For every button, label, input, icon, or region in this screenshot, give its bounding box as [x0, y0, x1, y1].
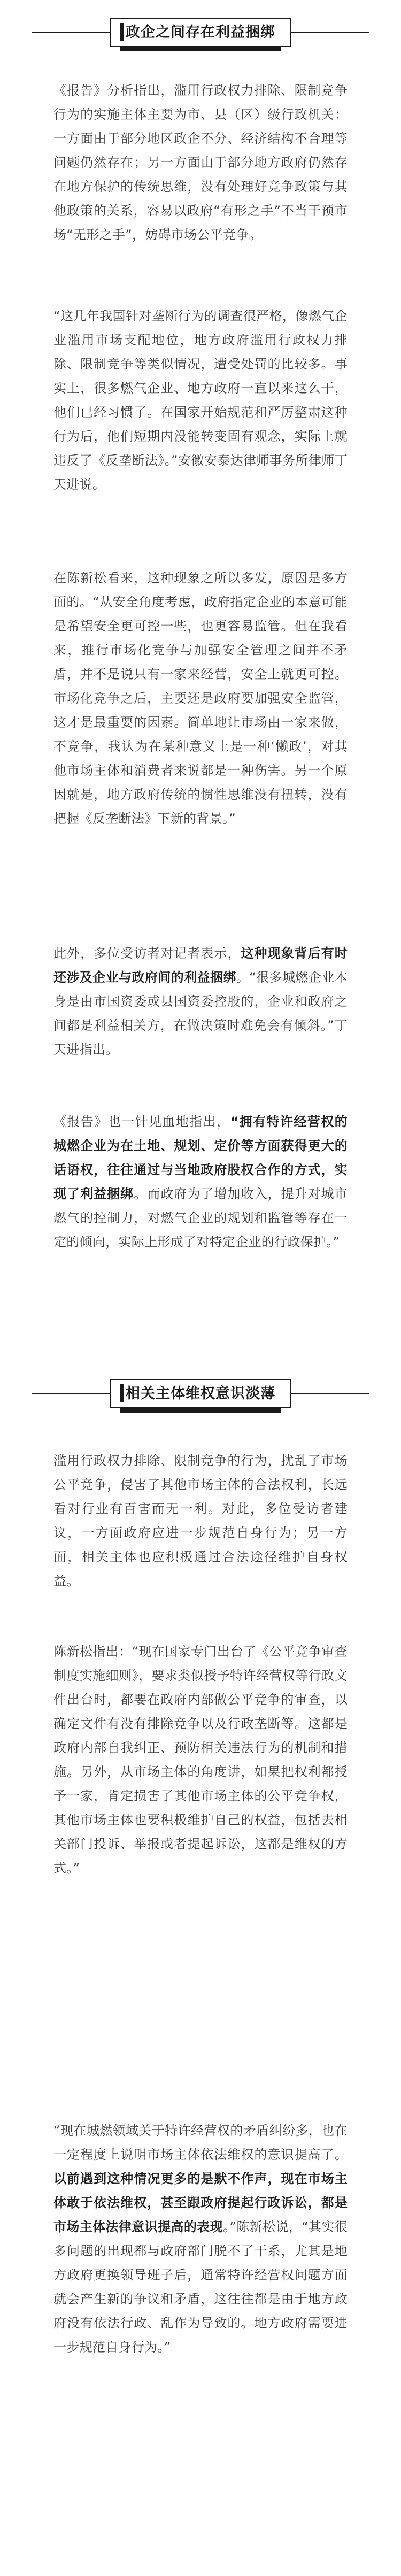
heading-title: 政企之间存在利益捆绑: [110, 18, 291, 47]
paragraph: 在陈新松看来，这种现象之所以多发，原因是多方面的。“从安全角度考虑，政府指定企业的本意可能是希望安全更可控一些，也更容易监管。但在我看来，推行市场化竞争与加强安全管理之间并不矛盾，并不是说只有一家来经营，安全上就更可控。市场化竞争之后，主要还是政府要加强安全监管，这才是最重要的因素。简单地让市场由一家来做，不竞争，我认为在某种意义上是一种‘懒政’，对其他市场主体和消费者来说都是一种伤害。另一个原因就是，地方政府传统的惯性思维没有扭转，没有把握《反垄断法》下新的背景。”: [53, 570, 348, 826]
heading-accent-bar: [120, 1384, 124, 1402]
heading-rule-right: [291, 32, 369, 33]
heading-shadow-bar: [120, 1408, 281, 1413]
paragraph: “现在城燃领域关于特许经营权的矛盾纠纷多，也在一定程度上说明市场主体依法维权的意识提高了。以前遇到这种情况更多的是默不作声，现在市场主体敢于依法维权，甚至跟政府提起行政诉讼，都是市场主体法律意识提高的表现。”陈新松说，“其实很多问题的出现都与政府部门脱不了干系，尤其是地方政府更换领导班子后，通常特许经营权问题方面就会产生新的争议和矛盾，这往往都是由于地方政府没有依法行政、乱作为导致的。地方政府需要进一步规范自身行为。”: [53, 2123, 348, 2355]
paragraph: 陈新松指出：“现在国家专门出台了《公平竞争审查制度实施细则》，要求类似授予特许经营权等行政文件出台时，都要在政府内部做公平竞争的审查，以确定文件有没有排除竞争以及行政垄断等。这都是政府内部自我纠正、预防相关违法行为的机制和措施。另外，从市场主体的角度讲，如果把权利都授予一家，肯定损害了其他市场主体的公平竞争权，其他市场主体也要积极维护自己的权益，包括去相关部门投诉、举报或者提起诉讼，这都是维权的方式。”: [53, 1644, 348, 1876]
paragraph: 《报告》分析指出，滥用行政权力排除、限制竞争行为的实施主体主要为市、县（区）级行政机关：一方面由于部分地区政企不分、经济结构不合理等问题仍然存在；另一方面由于部分地方政府仍然存在地方保护的传统思维，没有处理好竞争政策与其他政策的关系，容易以政府“有形之手”不当干预市场“无形之手”，妨碍市场公平竞争。: [53, 83, 348, 242]
paragraph: 滥用行政权力排除、限制竞争的行为，扰乱了市场公平竞争，侵害了其他市场主体的合法权利，长远看对行业有百害而无一利。对此，多位受访者建议，一方面政府应进一步规范自身行为；另一方面，相关主体也应积极通过合法途径维护自身权益。: [53, 1453, 348, 1588]
paragraph: “这几年我国针对垄断行为的调查很严格，像燃气企业滥用市场支配地位，地方政府滥用行政权力排除、限制竞争等类似情况，遭受处罚的比较多。事实上，很多燃气企业、地方政府一直以来这么干，他们已经习惯了。在国家开始规范和严厉整肃这种行为后，他们短期内没能转变固有观念，实际上就违反了《反垄断法》。”安徽安泰达律师事务所律师丁天进说。: [53, 308, 348, 492]
heading-title: 相关主体维权意识淡薄: [110, 1379, 291, 1408]
emphasis-text: “拥有特许经营权的城燃企业为在土地、规划、定价等方面获得更大的话语权，往往通过与当地政府股权合作的方式，实现了利益捆绑: [53, 1114, 348, 1201]
heading-rule-left: [32, 1393, 110, 1394]
section-heading: [0, 1379, 401, 1412]
section-heading: [0, 18, 401, 50]
heading-rule-right: [291, 1393, 369, 1394]
paragraph: 此外，多位受访者对记者表示，这种现象背后有时还涉及企业与政府间的利益捆绑。“很多城燃企业本身是由市国资委或县国资委控股的，企业和政府之间都是利益相关方，在做决策时难免会有倾斜。”丁天进指出。: [53, 946, 348, 1057]
emphasis-text: 以前遇到这种情况更多的是默不作声，现在市场主体敢于依法维权，甚至跟政府提起行政诉讼，都是市场主体法律意识提高的表现: [53, 2171, 348, 2234]
emphasis-text: 这种现象背后有时还涉及企业与政府间的利益捆绑: [53, 946, 348, 985]
heading-shadow-bar: [120, 47, 281, 51]
heading-rule-left: [32, 32, 110, 33]
heading-accent-bar: [120, 23, 124, 41]
paragraph: 《报告》也一针见血地指出，“拥有特许经营权的城燃企业为在土地、规划、定价等方面获得更大的话语权，往往通过与当地政府股权合作的方式，实现了利益捆绑。而政府为了增加收入，提升对城市燃气的控制力，对燃气企业的规划和监管等存在一定的倾向，实际上形成了对特定企业的行政保护。”: [53, 1114, 348, 1250]
